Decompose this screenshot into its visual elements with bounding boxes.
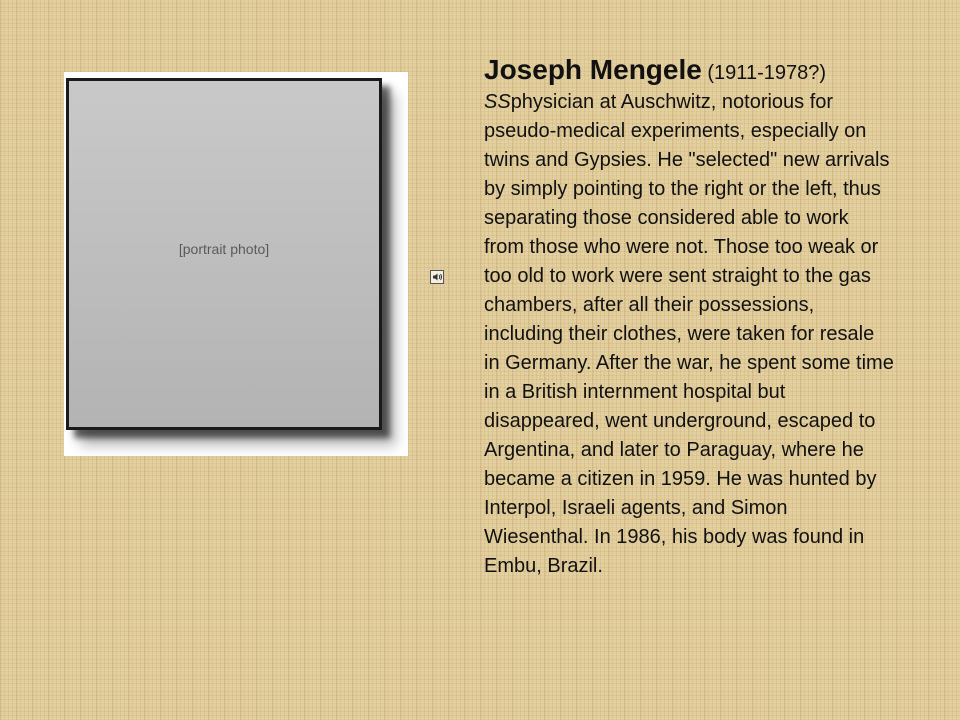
portrait-frame [64, 72, 408, 456]
bio-paragraph [484, 55, 894, 581]
person-name: Joseph Mengele [484, 54, 702, 85]
bio-body: physician at Auschwitz, notorious for pseudo-medical experiments, especially on twins and Gypsies. He "selected" new arrivals by simply pointing to the right or the left, thus separating those considered able to work from those who were not. Those too weak or too old to work were sent straight to the gas chambers, after all their possessions, including their clothes, were taken for resale in Germany. After the war, he spent some time in a British internment hospital but disappeared, went underground, escaped to Argentina, and later to Paraguay, where he became a citizen in 1959. He was hunted by Interpol, Israeli agents, and Simon Wiesenthal. In 1986, his body was found in Embu, Brazil. [484, 91, 894, 577]
life-years: (1911-1978?) [701, 62, 827, 84]
speaker-icon[interactable] [430, 270, 444, 284]
portrait-photo [66, 78, 382, 430]
portrait-placeholder-label: [portrait photo] [178, 241, 270, 257]
ss-abbrev: SS [484, 91, 511, 113]
